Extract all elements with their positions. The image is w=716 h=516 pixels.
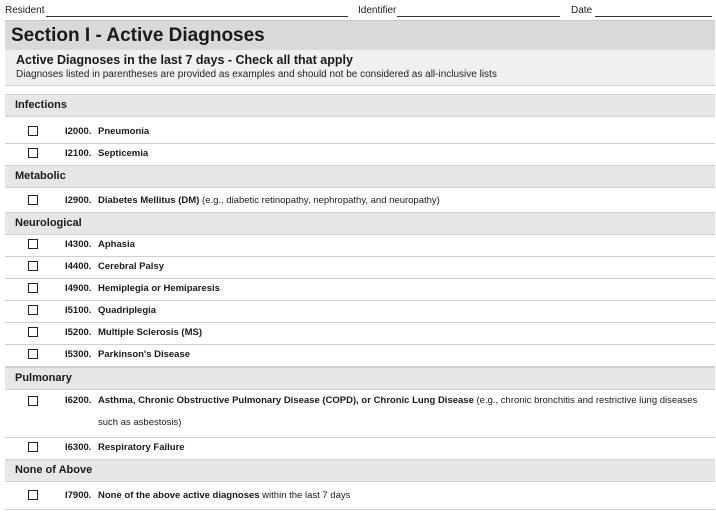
diagnosis-row xyxy=(5,390,715,438)
diagnosis-detail: within the last 7 days xyxy=(259,490,351,501)
diagnosis-text xyxy=(98,344,708,366)
diagnosis-text xyxy=(98,256,708,278)
date-field[interactable] xyxy=(595,16,712,17)
diagnosis-text xyxy=(98,278,708,300)
diagnosis-text xyxy=(98,322,708,344)
diagnosis-code: I5300. xyxy=(65,349,92,360)
diagnosis-text xyxy=(98,190,708,212)
group-label: Metabolic xyxy=(15,170,66,182)
diagnosis-code: I7900. xyxy=(65,490,92,501)
diagnosis-checkbox[interactable] xyxy=(28,490,38,500)
section-note: Diagnoses listed in parentheses are provided as examples and should not be considered as all-inclusive lists xyxy=(16,69,497,80)
group-header xyxy=(5,367,715,390)
identifier-field[interactable] xyxy=(397,16,560,17)
diagnosis-checkbox[interactable] xyxy=(28,396,38,406)
form-header xyxy=(0,0,716,20)
diagnosis-text xyxy=(98,485,708,507)
diagnosis-name: Hemiplegia or Hemiparesis xyxy=(98,283,220,294)
diagnosis-checkbox[interactable] xyxy=(28,126,38,136)
diagnosis-name: None of the above active diagnoses xyxy=(98,490,260,501)
diagnosis-row xyxy=(5,256,715,279)
group-label: Pulmonary xyxy=(15,372,72,384)
section-intro xyxy=(5,50,715,86)
section-title-band xyxy=(5,20,715,51)
diagnosis-row xyxy=(5,322,715,345)
diagnosis-detail: (e.g., chronic bronchitis and restrictive lung diseases such as asbestosis) xyxy=(98,395,698,428)
diagnosis-row xyxy=(5,189,715,213)
diagnosis-code: I4400. xyxy=(65,261,92,272)
diagnosis-name: Parkinson's Disease xyxy=(98,349,191,360)
diagnosis-code: I4300. xyxy=(65,239,92,250)
group-header xyxy=(5,212,715,235)
diagnosis-code: I5100. xyxy=(65,305,92,316)
diagnosis-name: Multiple Sclerosis (MS) xyxy=(98,327,202,338)
diagnosis-code: I4900. xyxy=(65,283,92,294)
diagnosis-name: Cerebral Palsy xyxy=(98,261,165,272)
diagnosis-code: I6200. xyxy=(65,395,92,406)
diagnosis-row xyxy=(5,278,715,301)
diagnosis-row xyxy=(5,120,715,144)
diagnosis-checkbox[interactable] xyxy=(28,305,38,315)
group-label: Neurological xyxy=(15,217,82,229)
diagnosis-row xyxy=(5,300,715,323)
diagnosis-code: I6300. xyxy=(65,442,92,453)
diagnosis-row xyxy=(5,483,715,510)
section-subtitle: Active Diagnoses in the last 7 days - Check all that apply xyxy=(16,53,353,67)
group-header xyxy=(5,165,715,188)
diagnosis-row xyxy=(5,143,715,166)
diagnosis-checkbox[interactable] xyxy=(28,327,38,337)
diagnosis-text xyxy=(98,390,708,434)
date-label: Date xyxy=(571,5,593,16)
group-label: Infections xyxy=(15,99,67,111)
diagnosis-row xyxy=(5,344,715,367)
group-header xyxy=(5,94,715,117)
diagnosis-name: Diabetes Mellitus (DM) xyxy=(98,194,200,206)
diagnosis-detail: (e.g., diabetic retinopathy, nephropathy, and neuropathy) xyxy=(199,194,440,206)
diagnosis-text xyxy=(98,121,708,143)
diagnosis-checkbox[interactable] xyxy=(28,442,38,452)
diagnosis-code: I2000. xyxy=(65,125,92,137)
diagnosis-row xyxy=(5,234,715,257)
diagnosis-checkbox[interactable] xyxy=(28,283,38,293)
diagnosis-checkbox[interactable] xyxy=(28,349,38,359)
diagnosis-name: Respiratory Failure xyxy=(98,442,185,453)
diagnosis-name: Asthma, Chronic Obstructive Pulmonary Disease (COPD), or Chronic Lung Disease xyxy=(98,395,474,406)
diagnosis-text xyxy=(98,143,708,165)
resident-field[interactable] xyxy=(46,16,348,17)
diagnosis-code: I5200. xyxy=(65,327,92,338)
diagnosis-checkbox[interactable] xyxy=(28,148,38,158)
section-title: Section I - Active Diagnoses xyxy=(11,25,265,46)
diagnosis-text xyxy=(98,437,708,459)
diagnosis-name: Aphasia xyxy=(98,239,135,250)
identifier-label: Identifier xyxy=(358,5,397,16)
diagnosis-checkbox[interactable] xyxy=(28,261,38,271)
diagnosis-code: I2900. xyxy=(65,194,92,206)
diagnosis-code: I2100. xyxy=(65,148,92,159)
diagnosis-text xyxy=(98,234,708,256)
diagnosis-row xyxy=(5,437,715,460)
diagnosis-checkbox[interactable] xyxy=(28,239,38,249)
diagnosis-name: Quadriplegia xyxy=(98,305,157,316)
diagnosis-text xyxy=(98,300,708,322)
diagnosis-checkbox[interactable] xyxy=(28,195,38,205)
group-label: None of Above xyxy=(15,464,93,476)
diagnosis-name: Septicemia xyxy=(98,148,149,159)
group-header xyxy=(5,459,715,482)
resident-label: Resident xyxy=(5,5,45,16)
diagnosis-name: Pneumonia xyxy=(98,125,150,137)
